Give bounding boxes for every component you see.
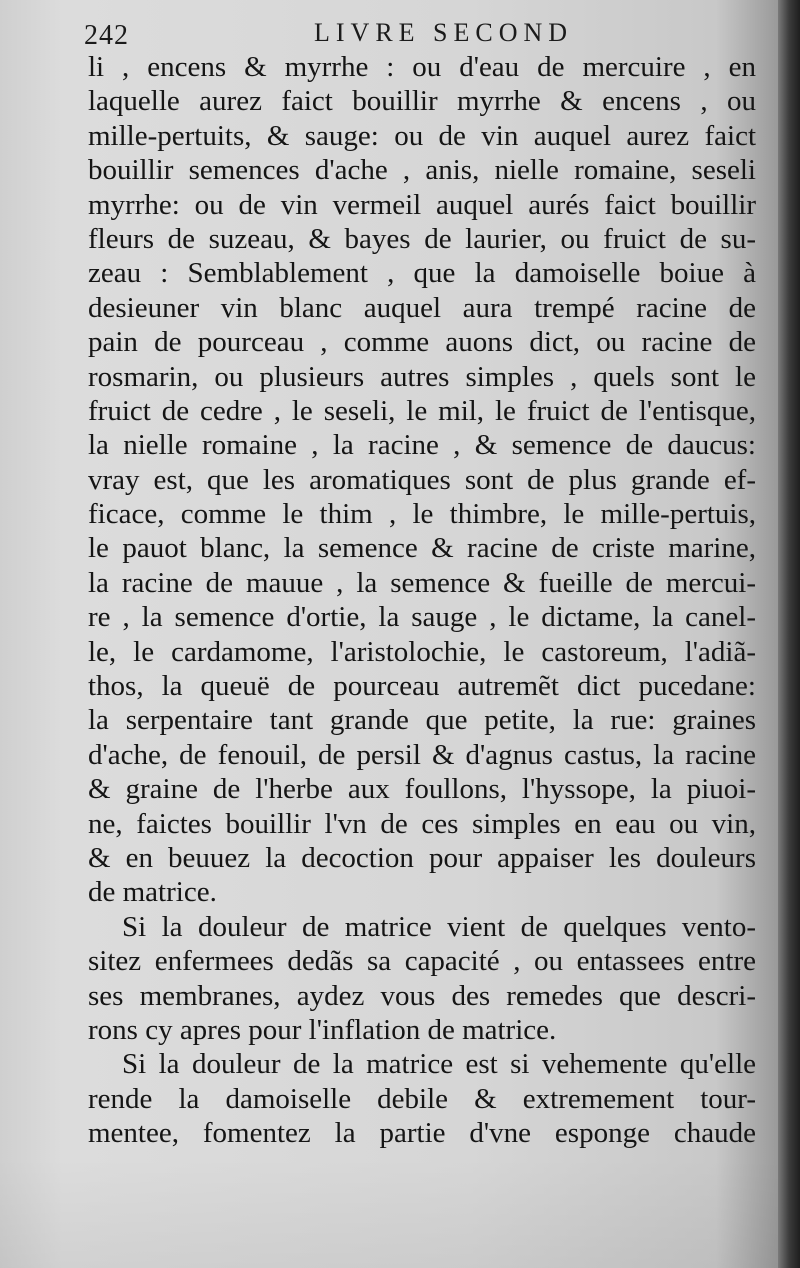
text-line: & en beuuez la decoction pour appaiser les douleurs: [88, 841, 756, 874]
text-line: sitez enfermees dedãs sa capacité , ou entassees entre: [88, 945, 756, 978]
book-gutter-edge: [778, 0, 800, 1268]
page-number: 242: [84, 20, 129, 51]
text-line: bouillir semences d'ache , anis, nielle romaine, seseli: [88, 154, 756, 187]
text-line: rons cy apres pour l'inflation de matrice.: [88, 1013, 557, 1046]
text-line: desieuner vin blanc auquel aura trempé racine de: [88, 291, 756, 324]
text-line: mille-pertuits, & sauge: ou de vin auquel aurez faict: [88, 119, 756, 152]
text-line: li , encens & myrrhe : ou d'eau de mercuire , en: [88, 51, 756, 83]
text-line: ses membranes, aydez vous des remedes que descri-: [88, 979, 756, 1012]
text-line: rosmarin, ou plusieurs autres simples , quels sont le: [88, 360, 756, 393]
text-line: mentee, fomentez la partie d'vne esponge chaude: [88, 1117, 756, 1150]
text-line: pain de pourceau , comme auons dict, ou racine de: [88, 326, 756, 359]
text-line: fleurs de suzeau, & bayes de laurier, ou fruict de su-: [88, 222, 756, 255]
text-line: myrrhe: ou de vin vermeil auquel aurés faict bouillir: [88, 188, 756, 221]
text-line: le pauot blanc, la semence & racine de criste marine,: [88, 532, 756, 565]
body-text: [88, 50, 756, 1151]
page-header: [84, 14, 734, 54]
text-line: thos, la queuë de pourceau autremẽt dict pucedane:: [88, 670, 756, 703]
text-line: fruict de cedre , le seseli, le mil, le fruict de l'entisque,: [88, 394, 756, 427]
text-line: la racine de mauue , la semence & fueille de mercui-: [88, 566, 756, 599]
running-head: LIVRE SECOND: [314, 18, 574, 47]
text-line: Si la douleur de la matrice est si vehemente qu'elle: [122, 1048, 756, 1081]
text-line: la nielle romaine , la racine , & semence de daucus:: [88, 429, 756, 462]
text-line: de matrice.: [88, 876, 217, 909]
page-shadow: [0, 1158, 778, 1268]
text-line: zeau : Semblablement , que la damoiselle boiue à: [88, 257, 756, 290]
text-line: ne, faictes bouillir l'vn de ces simples en eau ou vin,: [88, 807, 756, 840]
text-line: & graine de l'herbe aux foullons, l'hyssope, la piuoi-: [88, 773, 756, 806]
text-line: vray est, que les aromatiques sont de plus grande ef-: [88, 463, 756, 496]
text-line: rende la damoiselle debile & extremement tour-: [88, 1082, 756, 1115]
text-line: d'ache, de fenouil, de persil & d'agnus castus, la racine: [88, 738, 756, 771]
text-line: laquelle aurez faict bouillir myrrhe & encens , ou: [88, 85, 756, 118]
text-line: le, le cardamome, l'aristolochie, le castoreum, l'adiã-: [88, 635, 756, 668]
text-line: ficace, comme le thim , le thimbre, le mille-pertuis,: [88, 498, 756, 531]
text-line: Si la douleur de matrice vient de quelques vento-: [122, 910, 756, 943]
text-line: re , la semence d'ortie, la sauge , le dictame, la canel-: [88, 601, 756, 634]
text-line: la serpentaire tant grande que petite, la rue: graines: [88, 704, 756, 737]
